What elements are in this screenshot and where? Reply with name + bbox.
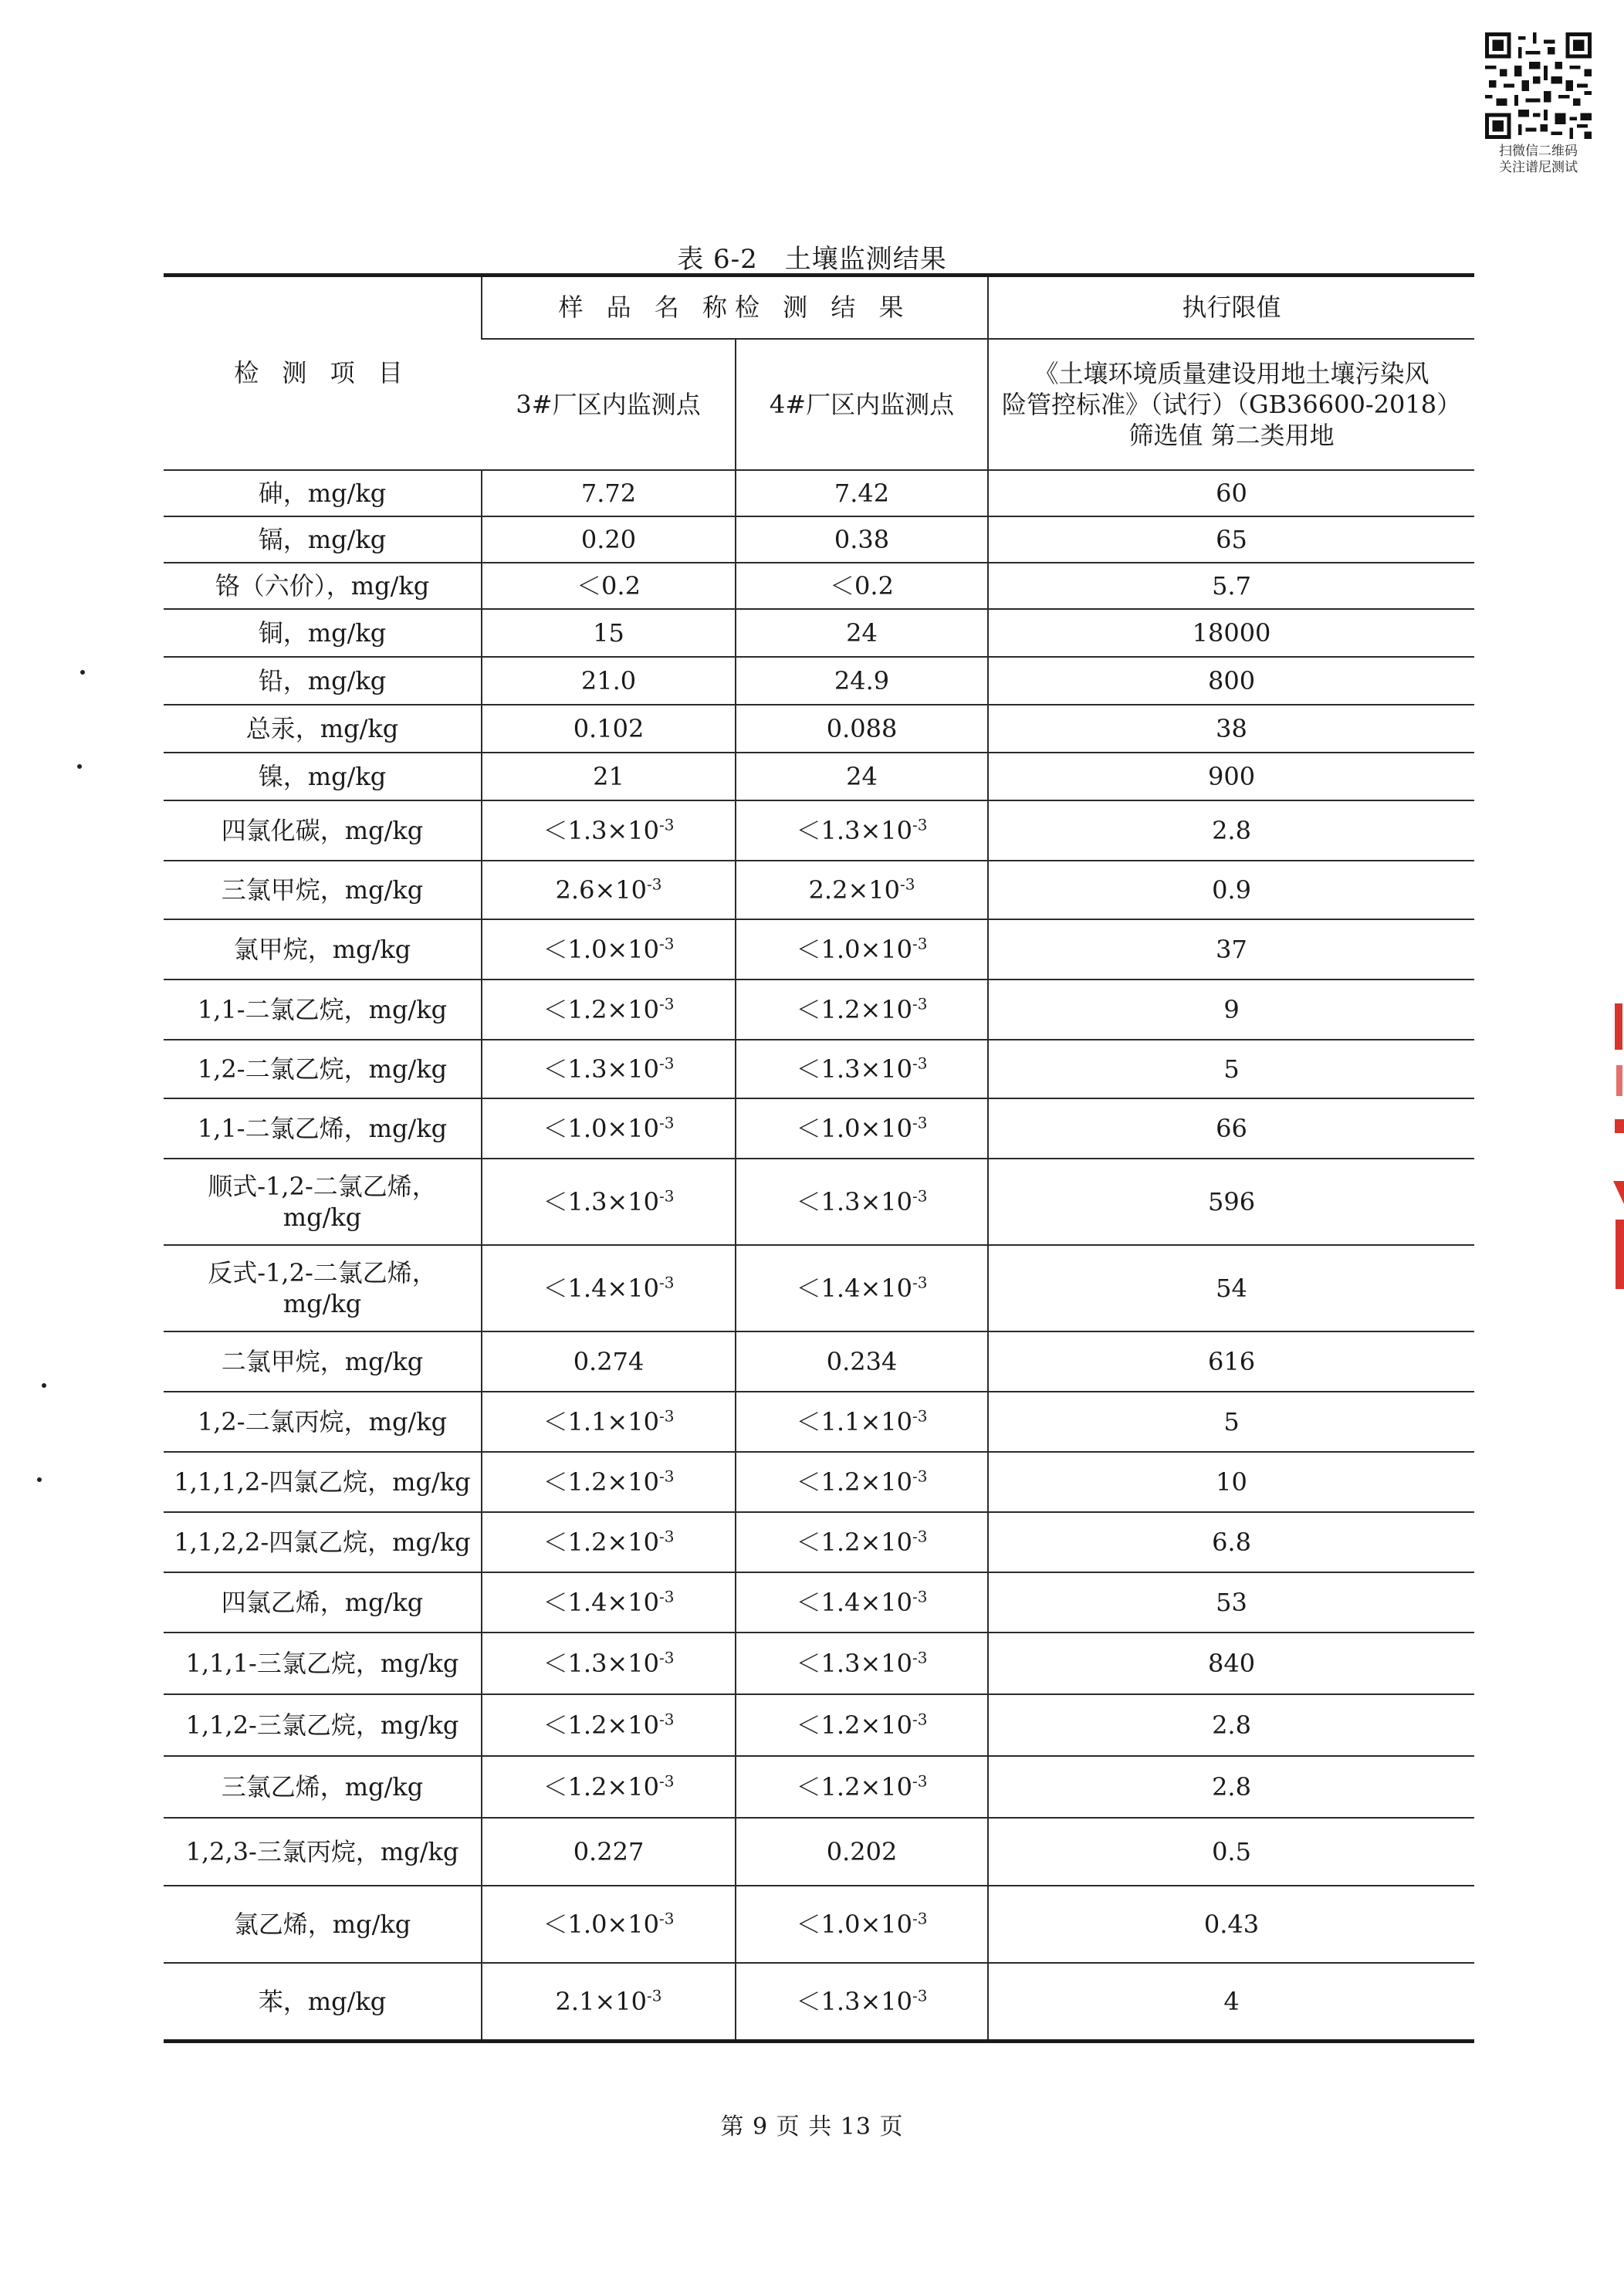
cell-value-exponent: -3 — [912, 1466, 928, 1485]
cell-point4 — [736, 1886, 988, 1963]
cell-item — [164, 1331, 482, 1392]
stamp-edge-mark — [1613, 1003, 1624, 1297]
cell-item-text: 1,1,1-三氯乙烷，mg/kg — [185, 1648, 459, 1678]
cell-item — [164, 800, 482, 861]
cell-item — [164, 705, 482, 753]
cell-value: ＜1.1×10 — [543, 1406, 659, 1436]
cell-value: ＜1.2×10 — [796, 1527, 912, 1557]
cell-value: 0.38 — [834, 524, 890, 554]
table-row — [164, 1572, 1474, 1633]
qr-caption-line1: 扫微信二维码 — [1499, 144, 1578, 159]
cell-limit: 5 — [988, 1040, 1474, 1098]
cell-item-text: 1,2,3-三氯丙烷，mg/kg — [185, 1836, 459, 1866]
cell-point3 — [482, 980, 736, 1040]
table-row — [164, 861, 1474, 919]
cell-point3 — [482, 1159, 736, 1245]
cell-value-exponent: -3 — [912, 1406, 928, 1425]
cell-item-text: 铬（六价），mg/kg — [215, 570, 430, 601]
cell-limit: 38 — [988, 705, 1474, 753]
cell-value-exponent: -3 — [646, 874, 662, 893]
cell-item — [164, 861, 482, 919]
cell-item-text: 1,1,2-三氯乙烷，mg/kg — [185, 1710, 459, 1740]
cell-value-exponent: -3 — [912, 1986, 928, 2005]
cell-point4 — [736, 861, 988, 919]
cell-item-text: 1,1,2,2-四氯乙烷，mg/kg — [174, 1527, 471, 1557]
cell-item-text: 三氯乙烯，mg/kg — [221, 1771, 424, 1802]
cell-value: ＜1.3×10 — [543, 1648, 659, 1678]
table-row — [164, 919, 1474, 980]
cell-point3 — [482, 1512, 736, 1572]
cell-point3 — [482, 1818, 736, 1886]
table-row — [164, 1452, 1474, 1512]
cell-item — [164, 1098, 482, 1159]
cell-item-text: 1,1-二氯乙烯，mg/kg — [197, 1113, 448, 1143]
cell-value: ＜1.3×10 — [796, 1648, 912, 1678]
cell-limit: 53 — [988, 1572, 1474, 1633]
scan-speck — [80, 670, 85, 675]
cell-value-exponent: -3 — [912, 1586, 928, 1605]
cell-point3 — [482, 1098, 736, 1159]
cell-value-exponent: -3 — [646, 1986, 662, 2005]
cell-value-exponent: -3 — [658, 814, 675, 834]
cell-value: ＜1.2×10 — [796, 1467, 912, 1497]
cell-value: 0.202 — [826, 1836, 898, 1866]
cell-limit: 9 — [988, 980, 1474, 1040]
table-body — [164, 470, 1474, 2042]
soil-monitoring-table — [164, 273, 1474, 2043]
cell-item-text: 顺式-1,2-二氯乙烯， — [208, 1171, 437, 1201]
cell-item-text: 1,2-二氯乙烷，mg/kg — [197, 1054, 448, 1084]
cell-value: ＜1.3×10 — [543, 1054, 659, 1084]
cell-limit: 840 — [988, 1633, 1474, 1694]
table-row — [164, 1886, 1474, 1963]
cell-value-exponent: -3 — [658, 1526, 675, 1545]
cell-point4 — [736, 516, 988, 563]
cell-point3 — [482, 705, 736, 753]
header-result-group: 样 品 名 称检 测 结 果 — [482, 276, 988, 339]
header-point3: 3#厂区内监测点 — [482, 339, 736, 470]
cell-point4 — [736, 470, 988, 516]
cell-point3 — [482, 1694, 736, 1756]
cell-point3 — [482, 516, 736, 563]
cell-item — [164, 980, 482, 1040]
cell-point4 — [736, 800, 988, 861]
cell-item — [164, 470, 482, 516]
cell-value: ＜1.0×10 — [796, 1113, 912, 1143]
cell-point4 — [736, 563, 988, 609]
cell-value: ＜1.2×10 — [543, 1771, 659, 1802]
cell-point4 — [736, 1512, 988, 1572]
cell-item — [164, 609, 482, 657]
cell-point4 — [736, 1040, 988, 1098]
cell-value-exponent: -3 — [912, 1186, 928, 1205]
cell-value: ＜1.2×10 — [796, 1710, 912, 1740]
cell-value: ＜0.2 — [577, 570, 641, 601]
cell-limit: 66 — [988, 1098, 1474, 1159]
table-row — [164, 1392, 1474, 1452]
cell-value: ＜1.2×10 — [543, 1710, 659, 1740]
cell-point3 — [482, 609, 736, 657]
header-standard-line3: 筛选值 第二类用地 — [1128, 420, 1335, 450]
cell-value-exponent: -3 — [658, 1406, 675, 1425]
cell-item-text: 二氯甲烷，mg/kg — [221, 1346, 424, 1376]
cell-value: ＜1.0×10 — [796, 934, 912, 964]
cell-limit: 2.8 — [988, 800, 1474, 861]
cell-point4 — [736, 1098, 988, 1159]
cell-item — [164, 516, 482, 563]
table-row — [164, 563, 1474, 609]
cell-item — [164, 1886, 482, 1963]
cell-value-exponent: -3 — [658, 1272, 675, 1291]
cell-value: ＜1.4×10 — [543, 1273, 659, 1303]
cell-item — [164, 1818, 482, 1886]
cell-value-exponent: -3 — [658, 993, 675, 1013]
cell-point4 — [736, 1452, 988, 1512]
cell-limit: 2.8 — [988, 1756, 1474, 1818]
cell-value-exponent: -3 — [658, 933, 675, 952]
cell-point4 — [736, 980, 988, 1040]
cell-value: ＜1.3×10 — [796, 1054, 912, 1084]
cell-value: 0.274 — [573, 1346, 645, 1376]
cell-value: ＜1.4×10 — [796, 1273, 912, 1303]
cell-point3 — [482, 1572, 736, 1633]
cell-limit: 5 — [988, 1392, 1474, 1452]
cell-limit: 900 — [988, 753, 1474, 800]
cell-item — [164, 657, 482, 705]
cell-item-text: 1,1-二氯乙烷，mg/kg — [197, 994, 448, 1024]
cell-value: 7.42 — [834, 478, 890, 508]
cell-value-exponent: -3 — [658, 1053, 675, 1072]
cell-value: 21 — [593, 761, 624, 791]
cell-item-text: 总汞，mg/kg — [245, 713, 399, 743]
cell-point3 — [482, 657, 736, 705]
cell-limit: 60 — [988, 470, 1474, 516]
cell-value-exponent: -3 — [912, 1709, 928, 1728]
cell-item — [164, 1040, 482, 1098]
cell-limit: 0.43 — [988, 1886, 1474, 1963]
cell-item-text: 苯，mg/kg — [258, 1986, 387, 2016]
cell-point3 — [482, 753, 736, 800]
cell-value-exponent: -3 — [912, 1272, 928, 1291]
table-row — [164, 753, 1474, 800]
header-standard-line2: 险管控标准》（试行）（GB36600-2018） — [1001, 389, 1462, 419]
table-row — [164, 1098, 1474, 1159]
cell-limit: 0.9 — [988, 861, 1474, 919]
cell-point3 — [482, 1331, 736, 1392]
cell-item — [164, 1572, 482, 1633]
cell-point4 — [736, 1392, 988, 1452]
cell-value: 2.6×10 — [555, 875, 647, 905]
cell-value: ＜1.2×10 — [543, 994, 659, 1024]
cell-value-exponent: -3 — [658, 1908, 675, 1927]
cell-point4 — [736, 609, 988, 657]
cell-item — [164, 563, 482, 609]
cell-value-exponent: -3 — [658, 1466, 675, 1485]
table-row — [164, 1040, 1474, 1098]
table-row — [164, 980, 1474, 1040]
cell-value: 0.088 — [826, 713, 898, 743]
cell-limit: 5.7 — [988, 563, 1474, 609]
cell-value-exponent: -3 — [658, 1709, 675, 1728]
cell-value: 0.227 — [573, 1836, 645, 1866]
cell-item-text: 氯甲烷，mg/kg — [233, 934, 411, 964]
cell-point3 — [482, 1245, 736, 1331]
cell-item-text: 铅，mg/kg — [258, 665, 387, 695]
table-row — [164, 1756, 1474, 1818]
cell-limit: 596 — [988, 1159, 1474, 1245]
cell-value-exponent: -3 — [912, 1647, 928, 1666]
cell-limit: 616 — [988, 1331, 1474, 1392]
cell-point4 — [736, 1331, 988, 1392]
cell-item-unit: mg/kg — [283, 1288, 362, 1318]
header-limit: 执行限值 — [988, 276, 1474, 339]
cell-value-exponent: -3 — [658, 1771, 675, 1790]
cell-value-exponent: -3 — [658, 1186, 675, 1205]
qr-caption-line2: 关注谱尼测试 — [1499, 160, 1578, 175]
cell-limit: 4 — [988, 1963, 1474, 2042]
table-row — [164, 1331, 1474, 1392]
table-row — [164, 705, 1474, 753]
cell-value-exponent: -3 — [899, 874, 915, 893]
cell-value: 0.20 — [580, 524, 637, 554]
cell-value: 0.234 — [826, 1346, 898, 1376]
header-standard — [988, 339, 1474, 470]
cell-item — [164, 1963, 482, 2042]
cell-value: 24 — [846, 617, 878, 648]
cell-item — [164, 1392, 482, 1452]
cell-value: ＜1.2×10 — [543, 1527, 659, 1557]
cell-limit: 800 — [988, 657, 1474, 705]
cell-value: 21.0 — [580, 665, 637, 695]
scan-speck — [42, 1383, 46, 1388]
cell-value: 0.102 — [573, 713, 645, 743]
cell-item-text: 1,2-二氯丙烷，mg/kg — [197, 1406, 448, 1436]
cell-item — [164, 1245, 482, 1331]
table-row — [164, 657, 1474, 705]
cell-value: ＜1.1×10 — [796, 1406, 912, 1436]
header-item: 检 测 项 目 — [164, 276, 482, 470]
cell-value: ＜1.0×10 — [543, 1909, 659, 1939]
cell-item — [164, 1756, 482, 1818]
cell-item-text: 铜，mg/kg — [258, 617, 387, 648]
cell-point3 — [482, 1756, 736, 1818]
cell-value: ＜1.3×10 — [796, 1186, 912, 1216]
cell-point4 — [736, 1963, 988, 2042]
cell-item — [164, 1633, 482, 1694]
cell-point3 — [482, 563, 736, 609]
cell-point3 — [482, 1963, 736, 2042]
cell-value: ＜1.3×10 — [796, 815, 912, 845]
table-row — [164, 609, 1474, 657]
cell-item-unit: mg/kg — [283, 1202, 362, 1232]
cell-value: ＜1.2×10 — [796, 1771, 912, 1802]
cell-value: ＜1.0×10 — [796, 1909, 912, 1939]
cell-value: ＜1.2×10 — [543, 1467, 659, 1497]
cell-value-exponent: -3 — [912, 933, 928, 952]
cell-point3 — [482, 861, 736, 919]
cell-value-exponent: -3 — [912, 1771, 928, 1790]
cell-value: ＜1.3×10 — [543, 1186, 659, 1216]
cell-point3 — [482, 1452, 736, 1512]
cell-limit: 0.5 — [988, 1818, 1474, 1886]
table-row — [164, 1633, 1474, 1694]
cell-value: ＜1.0×10 — [543, 934, 659, 964]
cell-item-text: 三氯甲烷，mg/kg — [221, 875, 424, 905]
cell-limit: 18000 — [988, 609, 1474, 657]
cell-value-exponent: -3 — [658, 1112, 675, 1132]
header-standard-line1: 《土壤环境质量建设用地土壤污染风 — [1034, 358, 1429, 388]
cell-limit: 65 — [988, 516, 1474, 563]
cell-point3 — [482, 800, 736, 861]
cell-value-exponent: -3 — [912, 1053, 928, 1072]
cell-point4 — [736, 1572, 988, 1633]
cell-item-text: 四氯化碳，mg/kg — [221, 815, 424, 845]
cell-point4 — [736, 753, 988, 800]
table-row — [164, 516, 1474, 563]
cell-value: ＜1.3×10 — [543, 815, 659, 845]
cell-point3 — [482, 919, 736, 980]
cell-item — [164, 1512, 482, 1572]
table-row — [164, 1159, 1474, 1245]
cell-limit: 37 — [988, 919, 1474, 980]
cell-point4 — [736, 1756, 988, 1818]
table-title: 表 6-2 土壤监测结果 — [677, 244, 947, 275]
cell-item — [164, 1694, 482, 1756]
cell-item-text: 反式-1,2-二氯乙烯， — [208, 1257, 437, 1287]
cell-point4 — [736, 1694, 988, 1756]
cell-point4 — [736, 1159, 988, 1245]
cell-item — [164, 919, 482, 980]
qr-code-block — [1484, 32, 1593, 176]
cell-item-text: 镍，mg/kg — [258, 761, 387, 791]
scan-speck — [77, 764, 82, 769]
cell-point3 — [482, 1040, 736, 1098]
cell-point4 — [736, 1633, 988, 1694]
cell-value-exponent: -3 — [912, 1908, 928, 1927]
cell-value: 24 — [846, 761, 878, 791]
cell-value: ＜0.2 — [830, 570, 894, 601]
cell-value: ＜1.4×10 — [796, 1587, 912, 1617]
cell-value: 7.72 — [580, 478, 637, 508]
cell-value: 24.9 — [834, 665, 890, 695]
cell-item — [164, 1159, 482, 1245]
cell-limit: 2.8 — [988, 1694, 1474, 1756]
cell-point3 — [482, 1886, 736, 1963]
cell-point4 — [736, 1245, 988, 1331]
cell-point3 — [482, 470, 736, 516]
cell-value-exponent: -3 — [912, 814, 928, 834]
cell-point3 — [482, 1633, 736, 1694]
cell-point4 — [736, 657, 988, 705]
cell-value: ＜1.4×10 — [543, 1587, 659, 1617]
cell-limit: 6.8 — [988, 1512, 1474, 1572]
cell-value: 2.1×10 — [555, 1986, 647, 2016]
cell-item — [164, 753, 482, 800]
cell-value-exponent: -3 — [912, 993, 928, 1013]
cell-item-text: 砷，mg/kg — [258, 478, 387, 508]
cell-value-exponent: -3 — [658, 1586, 675, 1605]
cell-value: 2.2×10 — [808, 875, 900, 905]
table-row — [164, 1694, 1474, 1756]
qr-code-icon — [1485, 32, 1592, 139]
table-row — [164, 1245, 1474, 1331]
cell-limit: 10 — [988, 1452, 1474, 1512]
table-row — [164, 1963, 1474, 2042]
cell-item — [164, 1452, 482, 1512]
cell-item-text: 四氯乙烯，mg/kg — [221, 1587, 424, 1617]
table-row — [164, 1512, 1474, 1572]
cell-value-exponent: -3 — [658, 1647, 675, 1666]
scan-speck — [37, 1477, 42, 1482]
cell-point4 — [736, 705, 988, 753]
cell-point3 — [482, 1392, 736, 1452]
table-row — [164, 800, 1474, 861]
cell-item-text: 镉，mg/kg — [258, 524, 387, 554]
table-row — [164, 1818, 1474, 1886]
header-point4: 4#厂区内监测点 — [736, 339, 988, 470]
page-number: 第 9 页 共 13 页 — [720, 2113, 904, 2140]
table-row — [164, 470, 1474, 516]
cell-value: 15 — [593, 617, 624, 648]
cell-value: ＜1.3×10 — [796, 1986, 912, 2016]
cell-value-exponent: -3 — [912, 1526, 928, 1545]
cell-point4 — [736, 919, 988, 980]
cell-value: ＜1.2×10 — [796, 994, 912, 1024]
cell-value: ＜1.0×10 — [543, 1113, 659, 1143]
cell-value-exponent: -3 — [912, 1112, 928, 1132]
cell-point4 — [736, 1818, 988, 1886]
cell-item-text: 氯乙烯，mg/kg — [233, 1909, 411, 1939]
cell-item-text: 1,1,1,2-四氯乙烷，mg/kg — [174, 1467, 471, 1497]
cell-limit: 54 — [988, 1245, 1474, 1331]
